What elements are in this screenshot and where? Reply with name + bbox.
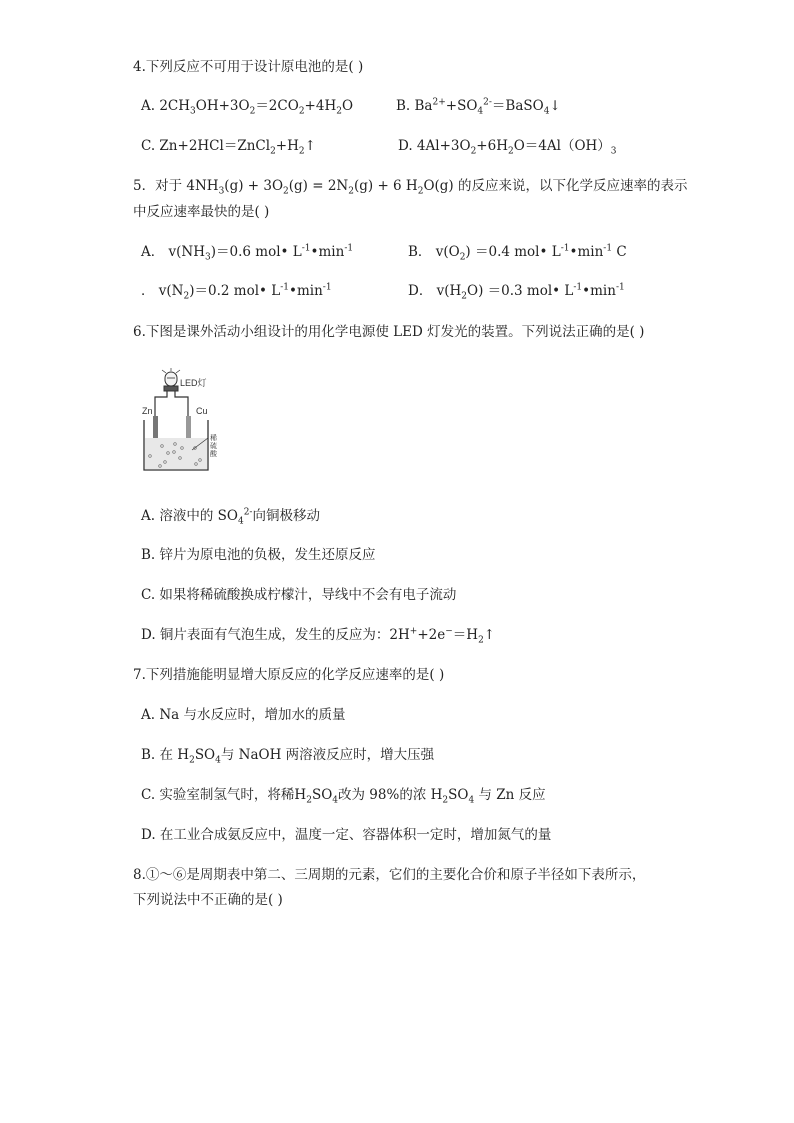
q5-option-a[interactable]: A． $v(NH_3)=0.6$ mol• $L^{-1}•\min^{-1}$ [141,243,354,263]
q5-option-c[interactable]: ． $v(N_2)=0.2$ mol• $L^{-1}•\min^{-1}$ [141,282,332,302]
q5-stem-line2: 中反应速率最快的是( ) [133,204,270,220]
q6-option-a[interactable]: A. 溶液中的 $SO_4^{2-}$向铜极移动 [141,507,320,527]
acid-label-3: 酸 [210,450,217,458]
led-label: LED灯 [180,378,207,388]
galvanic-cell-diagram [130,368,230,480]
q6-stem: 6.下图是课外活动小组设计的用化学电源使 LED 灯发光的装置。下列说法正确的是( ) [133,324,645,340]
zn-label: Zn [142,406,153,416]
q4-option-a[interactable]: A. $2CH_3OH+3O_2=2CO_2+4H_2O$ [141,98,354,117]
acid-label-1: 稀 [210,434,217,442]
q7-option-c[interactable]: C. 实验室制氢气时，将稀$H_2SO_4$改为 98%的浓 $H_2SO_4$ 与 Zn 反应 [141,787,546,806]
q6-option-b[interactable]: B. 锌片为原电池的负极，发生还原反应 [141,547,376,563]
q7-stem: 7.下列措施能明显增大原反应的化学反应速率的是( ) [133,667,445,683]
q8-stem-line1: 8.①～⑥是周期表中第二、三周期的元素，它们的主要化合价和原子半径如下表所示， [133,867,646,883]
q4-option-d[interactable]: D. $4Al+3O_2+6H_2O=4Al(OH)_3$ [398,138,617,157]
q8-stem-line2: 下列说法中不正确的是( ) [133,892,283,908]
q5-option-d[interactable]: D． $v(H_2O) =0.3$ mol• $L^{-1}•\min^{-1}$ [408,282,625,302]
q4-option-c[interactable]: C. $Zn+2HCl=ZnCl_2+H_2↑$ [141,138,316,157]
q7-option-a[interactable]: A. Na 与水反应时，增加水的质量 [141,707,346,723]
q7-option-b[interactable]: B. 在 $H_2SO_4$与 NaOH 两溶液反应时，增大压强 [141,747,435,766]
q4-stem: 4.下列反应不可用于设计原电池的是( ) [133,59,364,75]
q4-option-b[interactable]: B. $Ba^{2+}+SO_4^{2-}=BaSO_4↓$ [396,97,561,117]
q6-option-d[interactable]: D. 铜片表面有气泡生成，发生的反应为：$2H^++2e^-=H_2↑$ [141,626,496,646]
acid-label-2: 硫 [210,442,217,450]
acid-solution [145,438,207,469]
led-bulb-icon [162,368,180,391]
cu-label: Cu [196,406,208,416]
q5-option-b[interactable]: B． $v(O_2) =0.4$ mol• $L^{-1}•\min^{-1}$ C [408,243,627,263]
q7-option-d[interactable]: D. 在工业合成氨反应中，温度一定、容器体积一定时，增加氮气的量 [141,827,552,843]
q5-stem-line1: 5．对于 $4NH_3(g) + 3O_2(g) = 2N_2(g) + 6$ $H_2O(g)$ 的反应来说，以下化学反应速率的表示 [133,178,688,197]
q6-option-c[interactable]: C. 如果将稀硫酸换成柠檬汁，导线中不会有电子流动 [141,587,457,603]
